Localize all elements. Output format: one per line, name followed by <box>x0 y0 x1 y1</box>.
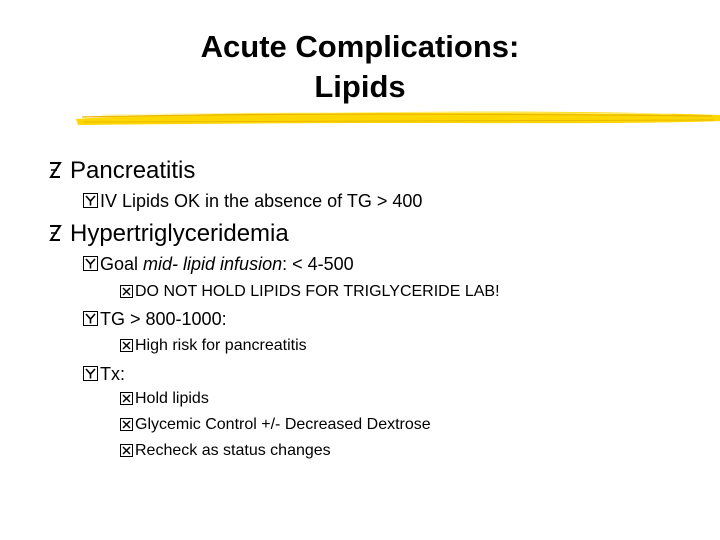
z-glyph-bullet-icon <box>48 161 62 179</box>
slide-title-line-2: Lipids <box>314 69 406 104</box>
x-box-bullet-icon <box>120 418 133 431</box>
bullet-text: Hypertriglyceridemia <box>70 220 289 247</box>
bullet-text: Pancreatitis <box>70 157 196 184</box>
bullet-text: Tx: <box>100 364 125 384</box>
bullet-text-goal <box>100 255 354 273</box>
x-box-bullet-icon <box>120 444 133 457</box>
bullet-text: IV Lipids OK in the absence of TG > 400 <box>100 191 423 211</box>
x-box-bullet-icon <box>120 339 133 352</box>
slide-title-line-1: Acute Complications: <box>200 29 520 64</box>
y-box-bullet-icon <box>83 311 98 326</box>
y-box-bullet-icon <box>83 256 98 271</box>
goal-emphasis: mid- lipid infusion <box>143 254 283 274</box>
x-box-bullet-icon <box>120 392 133 405</box>
y-box-bullet-icon <box>83 193 98 208</box>
x-box-bullet-icon <box>120 285 133 298</box>
y-box-bullet-icon <box>83 366 98 381</box>
bullet-text: High risk for pancreatitis <box>135 337 307 354</box>
bullet-text: Recheck as status changes <box>135 442 331 459</box>
bullet-text: TG > 800-1000: <box>100 309 227 329</box>
bullet-text: Hold lipids <box>135 390 209 407</box>
title-brush-underline <box>72 104 720 128</box>
goal-prefix: Goal <box>100 254 144 274</box>
bullet-text: DO NOT HOLD LIPIDS FOR TRIGLYCERIDE LAB! <box>135 283 500 300</box>
bullet-text: Glycemic Control +/- Decreased Dextrose <box>135 416 431 433</box>
goal-suffix: : < 4-500 <box>282 254 354 274</box>
z-glyph-bullet-icon <box>48 224 62 242</box>
